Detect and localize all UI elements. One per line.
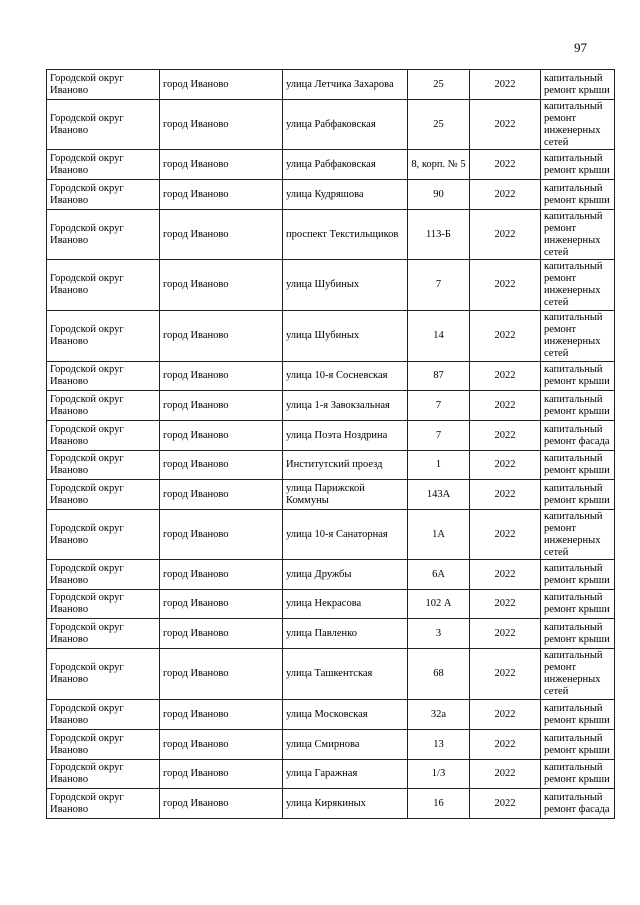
work-type-cell: капитальный ремонт крыши [541, 619, 615, 649]
table-row [47, 480, 615, 510]
district-cell: Городской округ Иваново [47, 100, 160, 150]
district-cell: Городской округ Иваново [47, 619, 160, 649]
house-number-cell: 13 [408, 730, 470, 760]
street-cell: улица Гаражная [283, 760, 408, 789]
work-type-cell: капитальный ремонт крыши [541, 590, 615, 619]
city-cell: город Иваново [160, 180, 283, 210]
housing-repair-table [46, 69, 615, 819]
street-cell: улица Некрасова [283, 590, 408, 619]
city-cell: город Иваново [160, 730, 283, 760]
city-cell: город Иваново [160, 150, 283, 180]
district-cell: Городской округ Иваново [47, 590, 160, 619]
city-cell: город Иваново [160, 421, 283, 451]
table-row [47, 619, 615, 649]
table-row [47, 451, 615, 480]
year-cell: 2022 [470, 311, 541, 362]
street-cell: улица Смирнова [283, 730, 408, 760]
year-cell: 2022 [470, 789, 541, 819]
work-type-cell: капитальный ремонт крыши [541, 730, 615, 760]
street-cell: улица Рабфаковская [283, 150, 408, 180]
year-cell: 2022 [470, 700, 541, 730]
year-cell: 2022 [470, 480, 541, 510]
district-cell: Городской округ Иваново [47, 70, 160, 100]
year-cell: 2022 [470, 70, 541, 100]
district-cell: Городской округ Иваново [47, 700, 160, 730]
city-cell: город Иваново [160, 649, 283, 700]
house-number-cell: 113-Б [408, 210, 470, 260]
house-number-cell: 25 [408, 100, 470, 150]
street-cell: улица 10-я Санаторная [283, 510, 408, 560]
district-cell: Городской округ Иваново [47, 730, 160, 760]
house-number-cell: 68 [408, 649, 470, 700]
street-cell: улица 1-я Завокзальная [283, 391, 408, 421]
house-number-cell: 143А [408, 480, 470, 510]
district-cell: Городской округ Иваново [47, 180, 160, 210]
work-type-cell: капитальный ремонт крыши [541, 180, 615, 210]
table-row [47, 100, 615, 150]
district-cell: Городской округ Иваново [47, 260, 160, 311]
work-type-cell: капитальный ремонт крыши [541, 150, 615, 180]
table-row [47, 730, 615, 760]
city-cell: город Иваново [160, 480, 283, 510]
table-body [47, 70, 615, 819]
district-cell: Городской округ Иваново [47, 311, 160, 362]
year-cell: 2022 [470, 210, 541, 260]
street-cell: улица Поэта Ноздрина [283, 421, 408, 451]
table-row [47, 649, 615, 700]
street-cell: улица 10-я Сосневская [283, 362, 408, 391]
table-row [47, 362, 615, 391]
work-type-cell: капитальный ремонт инженерных сетей [541, 210, 615, 260]
table-row [47, 70, 615, 100]
house-number-cell: 1 [408, 451, 470, 480]
street-cell: улица Шубиных [283, 260, 408, 311]
city-cell: город Иваново [160, 590, 283, 619]
table-row [47, 510, 615, 560]
city-cell: город Иваново [160, 100, 283, 150]
year-cell: 2022 [470, 730, 541, 760]
work-type-cell: капитальный ремонт крыши [541, 700, 615, 730]
work-type-cell: капитальный ремонт фасада [541, 789, 615, 819]
year-cell: 2022 [470, 451, 541, 480]
year-cell: 2022 [470, 560, 541, 590]
year-cell: 2022 [470, 180, 541, 210]
house-number-cell: 7 [408, 421, 470, 451]
year-cell: 2022 [470, 760, 541, 789]
work-type-cell: капитальный ремонт инженерных сетей [541, 260, 615, 311]
year-cell: 2022 [470, 150, 541, 180]
street-cell: улица Кудряшова [283, 180, 408, 210]
city-cell: город Иваново [160, 760, 283, 789]
district-cell: Городской округ Иваново [47, 421, 160, 451]
page-number: 97 [574, 40, 587, 55]
table-row [47, 560, 615, 590]
city-cell: город Иваново [160, 789, 283, 819]
work-type-cell: капитальный ремонт крыши [541, 362, 615, 391]
table-row [47, 421, 615, 451]
district-cell: Городской округ Иваново [47, 150, 160, 180]
district-cell: Городской округ Иваново [47, 510, 160, 560]
year-cell: 2022 [470, 362, 541, 391]
work-type-cell: капитальный ремонт крыши [541, 451, 615, 480]
table-row [47, 180, 615, 210]
work-type-cell: капитальный ремонт крыши [541, 70, 615, 100]
district-cell: Городской округ Иваново [47, 391, 160, 421]
year-cell: 2022 [470, 421, 541, 451]
city-cell: город Иваново [160, 362, 283, 391]
year-cell: 2022 [470, 391, 541, 421]
district-cell: Городской округ Иваново [47, 362, 160, 391]
house-number-cell: 6А [408, 560, 470, 590]
city-cell: город Иваново [160, 391, 283, 421]
street-cell: улица Московская [283, 700, 408, 730]
house-number-cell: 14 [408, 311, 470, 362]
city-cell: город Иваново [160, 260, 283, 311]
work-type-cell: капитальный ремонт крыши [541, 760, 615, 789]
city-cell: город Иваново [160, 210, 283, 260]
street-cell: улица Шубиных [283, 311, 408, 362]
work-type-cell: капитальный ремонт крыши [541, 391, 615, 421]
year-cell: 2022 [470, 100, 541, 150]
year-cell: 2022 [470, 510, 541, 560]
year-cell: 2022 [470, 649, 541, 700]
house-number-cell: 16 [408, 789, 470, 819]
city-cell: город Иваново [160, 70, 283, 100]
city-cell: город Иваново [160, 619, 283, 649]
district-cell: Городской округ Иваново [47, 649, 160, 700]
district-cell: Городской округ Иваново [47, 480, 160, 510]
city-cell: город Иваново [160, 560, 283, 590]
work-type-cell: капитальный ремонт фасада [541, 421, 615, 451]
table-row [47, 590, 615, 619]
house-number-cell: 7 [408, 260, 470, 311]
work-type-cell: капитальный ремонт инженерных сетей [541, 649, 615, 700]
street-cell: проспект Текстильщиков [283, 210, 408, 260]
district-cell: Городской округ Иваново [47, 451, 160, 480]
house-number-cell: 1А [408, 510, 470, 560]
work-type-cell: капитальный ремонт инженерных сетей [541, 510, 615, 560]
district-cell: Городской округ Иваново [47, 789, 160, 819]
table-row [47, 760, 615, 789]
street-cell: улица Кирякиных [283, 789, 408, 819]
house-number-cell: 8, корп. № 5 [408, 150, 470, 180]
street-cell: улица Рабфаковская [283, 100, 408, 150]
table-row [47, 260, 615, 311]
house-number-cell: 87 [408, 362, 470, 391]
table-row [47, 150, 615, 180]
street-cell: улица Павленко [283, 619, 408, 649]
table-row [47, 311, 615, 362]
district-cell: Городской округ Иваново [47, 210, 160, 260]
street-cell: улица Ташкентская [283, 649, 408, 700]
district-cell: Городской округ Иваново [47, 760, 160, 789]
street-cell: улица Летчика Захарова [283, 70, 408, 100]
table-row [47, 391, 615, 421]
house-number-cell: 25 [408, 70, 470, 100]
city-cell: город Иваново [160, 700, 283, 730]
house-number-cell: 90 [408, 180, 470, 210]
street-cell: улица Дружбы [283, 560, 408, 590]
street-cell: улица Парижской Коммуны [283, 480, 408, 510]
table-row [47, 789, 615, 819]
work-type-cell: капитальный ремонт крыши [541, 480, 615, 510]
house-number-cell: 7 [408, 391, 470, 421]
year-cell: 2022 [470, 260, 541, 311]
work-type-cell: капитальный ремонт инженерных сетей [541, 311, 615, 362]
district-cell: Городской округ Иваново [47, 560, 160, 590]
year-cell: 2022 [470, 619, 541, 649]
city-cell: город Иваново [160, 451, 283, 480]
city-cell: город Иваново [160, 311, 283, 362]
table-row [47, 700, 615, 730]
year-cell: 2022 [470, 590, 541, 619]
work-type-cell: капитальный ремонт крыши [541, 560, 615, 590]
house-number-cell: 3 [408, 619, 470, 649]
house-number-cell: 102 А [408, 590, 470, 619]
city-cell: город Иваново [160, 510, 283, 560]
house-number-cell: 1/3 [408, 760, 470, 789]
house-number-cell: 32а [408, 700, 470, 730]
work-type-cell: капитальный ремонт инженерных сетей [541, 100, 615, 150]
table-row [47, 210, 615, 260]
street-cell: Институтский проезд [283, 451, 408, 480]
